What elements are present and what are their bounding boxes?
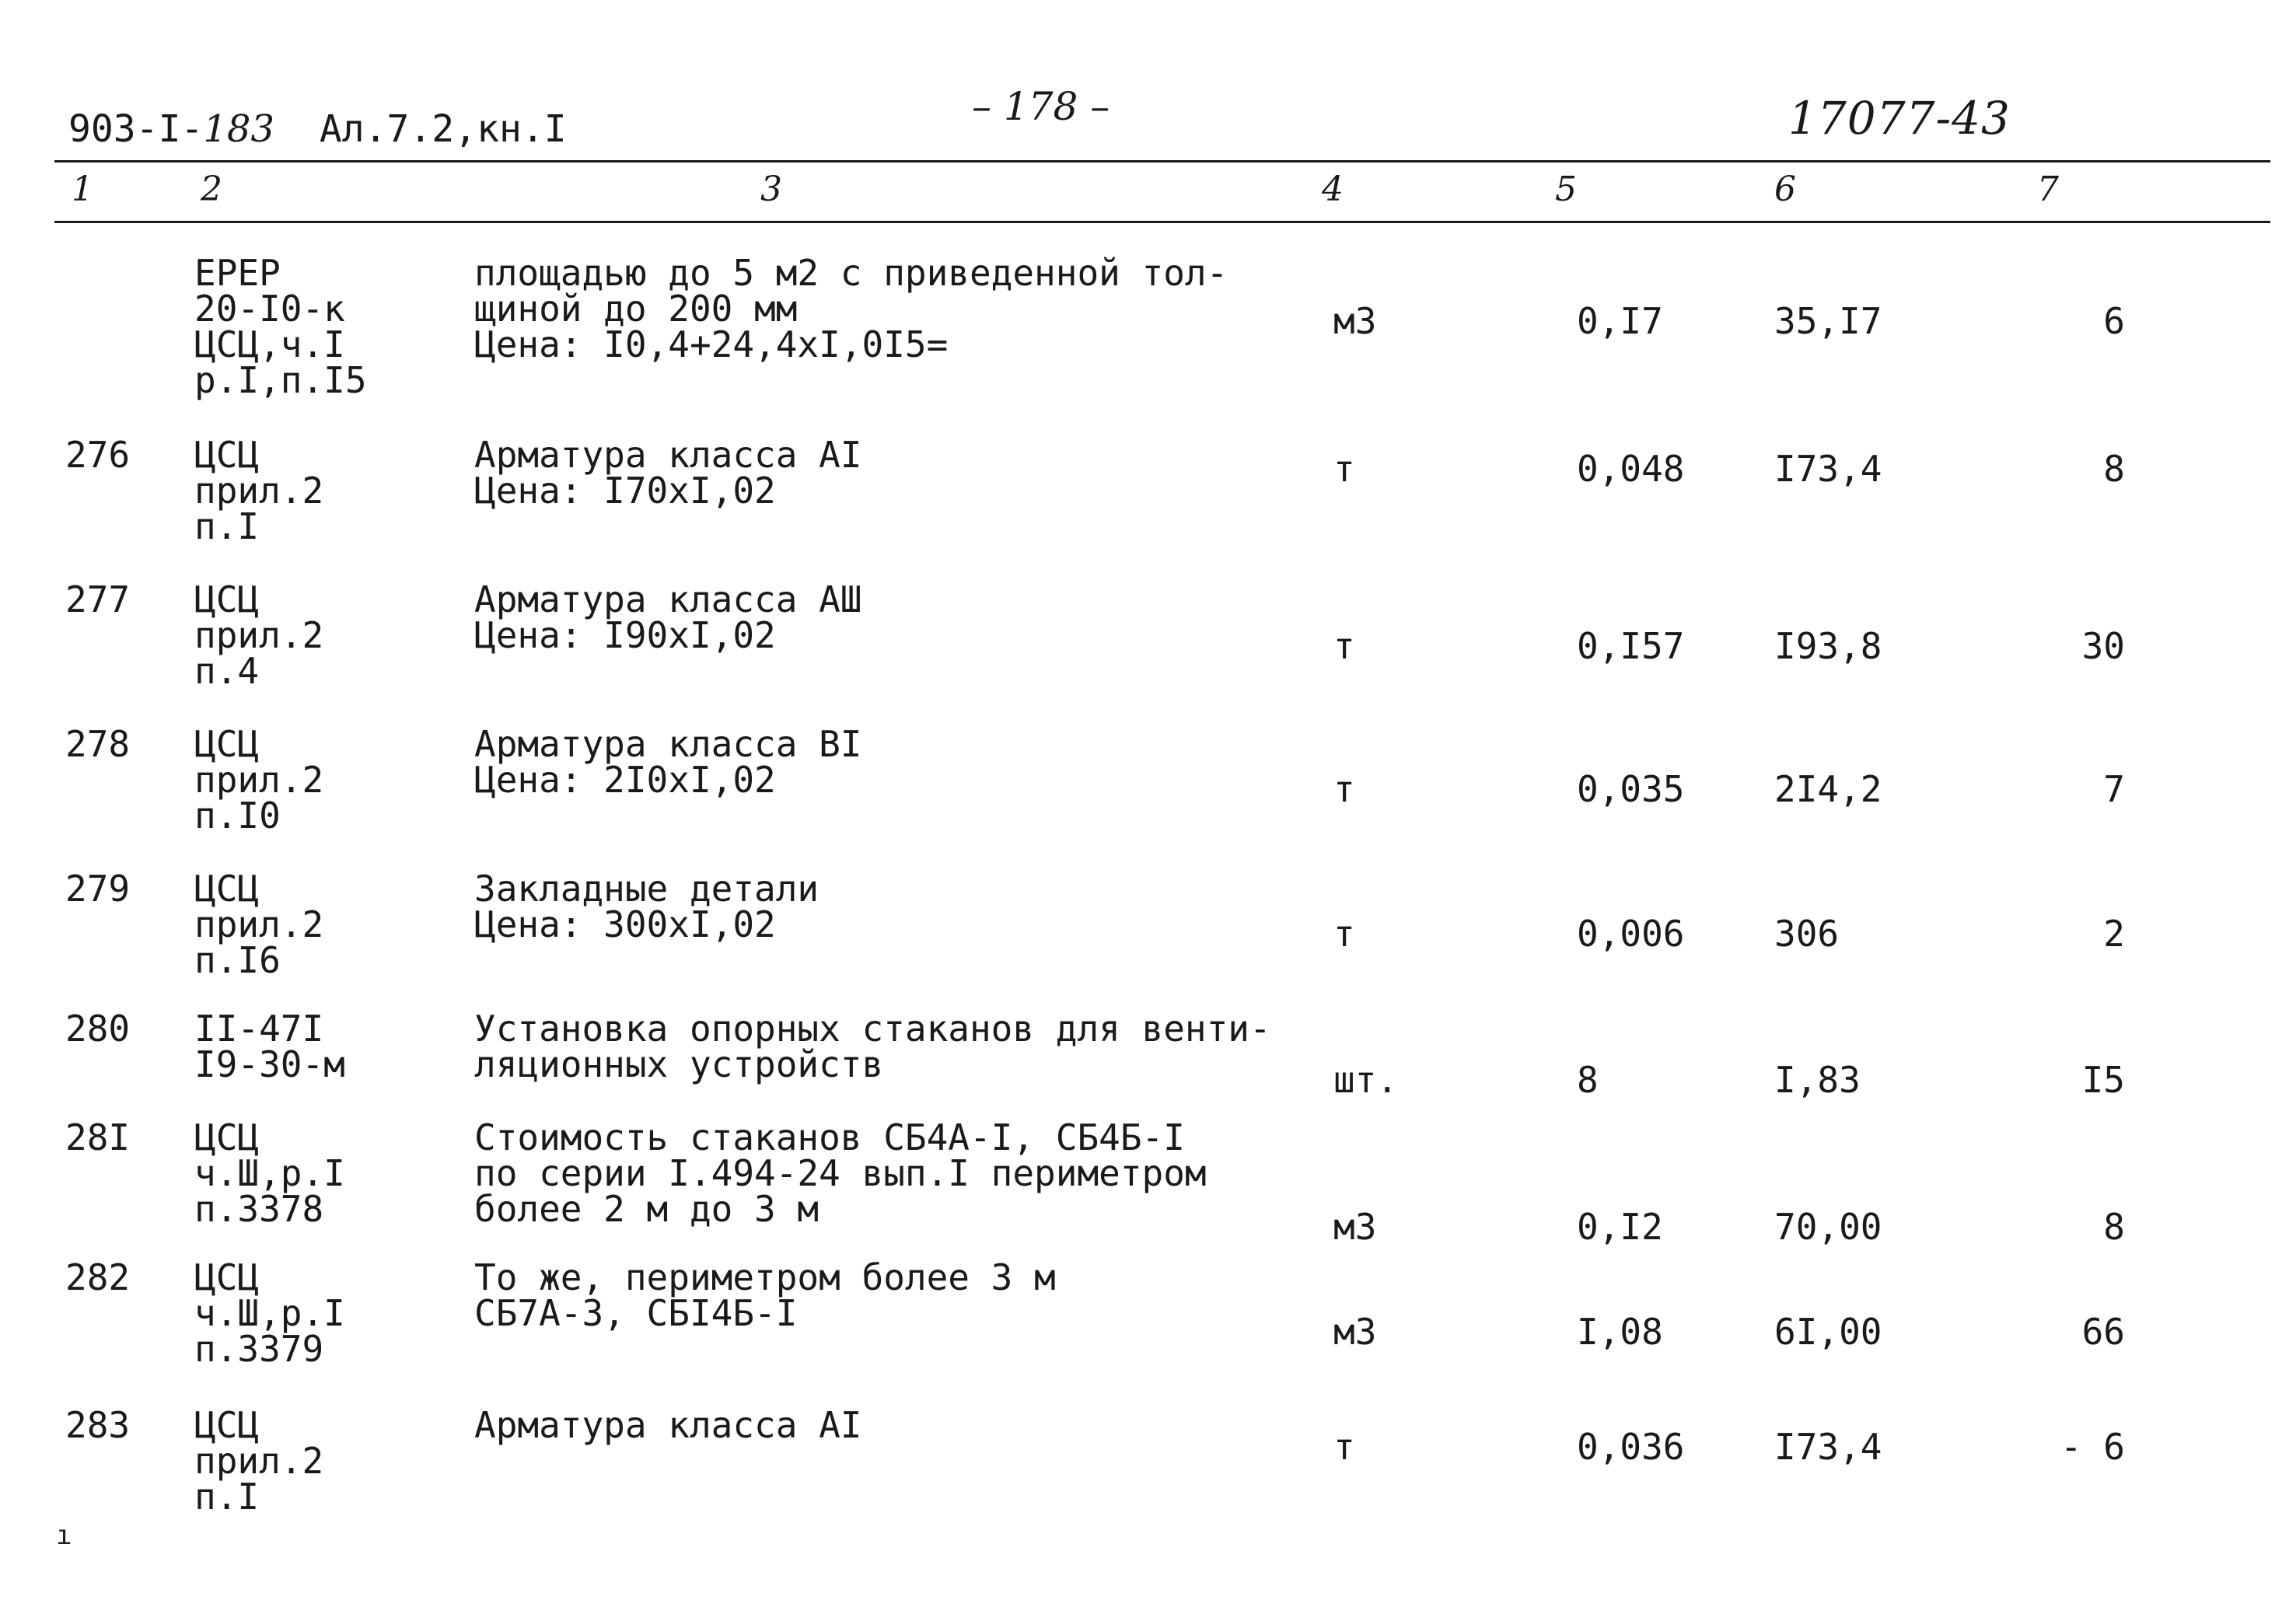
work-description-line: То же, периметром более 3 м: [474, 1256, 1056, 1298]
column-number: 7: [2037, 169, 2059, 209]
unit-price: 6I,00: [1774, 1311, 1882, 1353]
norm-code-line: ЦСЦ: [194, 868, 260, 910]
norm-code: [194, 252, 367, 401]
unit: т: [1333, 913, 1355, 955]
work-description-line: более 2 м до 3 м: [474, 1188, 820, 1230]
norm-code-line: п.I0: [194, 795, 281, 837]
norm-code-line: ч.Ш,р.I: [194, 1292, 345, 1334]
unit: т: [1333, 1426, 1355, 1468]
norm-code: [194, 434, 324, 547]
norm-code-line: прил.2: [194, 470, 324, 512]
quantity: 0,I2: [1577, 1206, 1663, 1248]
row-number: 28I: [65, 1116, 131, 1158]
total-cost: 66: [2081, 1311, 2125, 1353]
total-cost: I5: [2081, 1059, 2125, 1101]
page-number: – 178 –: [972, 84, 1110, 129]
unit: м3: [1333, 1206, 1377, 1248]
unit: м3: [1333, 1311, 1377, 1353]
work-description-line: Арматура класса AI: [474, 434, 862, 476]
work-description-line: Цена: 300хI,02: [474, 903, 776, 945]
quantity: 0,I57: [1577, 625, 1685, 667]
column-number: 1: [72, 169, 93, 209]
work-description-line: Арматура класса BI: [474, 723, 862, 765]
quantity: 0,048: [1577, 448, 1685, 490]
work-description: [474, 1256, 1056, 1334]
norm-code-line: ЦСЦ: [194, 1404, 260, 1446]
work-description-line: Арматура класса АШ: [474, 578, 862, 620]
norm-code-line: ч.Ш,р.I: [194, 1152, 345, 1194]
norm-code: [194, 1256, 345, 1370]
norm-code: [194, 578, 324, 692]
total-cost: - 6: [2060, 1426, 2125, 1468]
work-description-line: щиной до 200 мм: [474, 288, 798, 330]
row-number: 280: [65, 1008, 131, 1050]
document-code: 17077-43: [1788, 92, 2011, 145]
work-description: [474, 1008, 1271, 1085]
norm-code-line: ЦСЦ: [194, 723, 260, 765]
work-description-line: Цена: 2I0хI,02: [474, 759, 776, 801]
work-description-line: Установка опорных стаканов для венти-: [474, 1008, 1271, 1050]
album-reference: Ал.7.2,кн.I: [319, 107, 567, 151]
norm-code-line: ЦСЦ: [194, 1256, 260, 1298]
row-number: 276: [65, 434, 131, 476]
norm-code-line: 20-I0-к: [194, 288, 345, 330]
norm-code: [194, 1008, 345, 1085]
unit: шт.: [1333, 1059, 1399, 1101]
unit-price: I,83: [1774, 1059, 1861, 1101]
unit: т: [1333, 625, 1355, 667]
work-description: [474, 868, 820, 945]
norm-code-line: прил.2: [194, 903, 324, 945]
work-description-line: Цена: I70хI,02: [474, 470, 776, 512]
total-cost: 8: [2103, 448, 2125, 490]
quantity: 8: [1577, 1059, 1599, 1101]
work-description-line: ляционных устройств: [474, 1043, 884, 1085]
norm-code-line: ЦСЦ: [194, 1116, 260, 1158]
series-handwritten-number: 183: [203, 107, 275, 151]
work-description: [474, 1404, 862, 1446]
unit-price: 70,00: [1774, 1206, 1882, 1248]
work-description-line: площадью до 5 м2 с приведенной тол-: [474, 252, 1228, 294]
unit: м3: [1333, 300, 1377, 342]
norm-code-line: ЦСЦ: [194, 578, 260, 620]
work-description-line: Цена: I0,4+24,4хI,0I5=: [474, 323, 949, 365]
column-number: 2: [201, 169, 222, 209]
total-cost: 6: [2103, 300, 2125, 342]
series-prefix: 903-I-: [68, 107, 204, 151]
norm-code-line: п.I: [194, 505, 260, 547]
norm-code-line: р.I,п.I5: [194, 359, 367, 401]
row-number: 279: [65, 868, 131, 910]
work-description-line: СБ7А-3, СБI4Б-I: [474, 1292, 798, 1334]
quantity: 0,006: [1577, 913, 1685, 955]
unit: т: [1333, 448, 1355, 490]
quantity: 0,036: [1577, 1426, 1685, 1468]
work-description-line: Цена: I90хI,02: [474, 614, 776, 656]
norm-code: [194, 1404, 324, 1518]
table-header-rule: [54, 221, 2270, 223]
norm-code-line: п.3378: [194, 1188, 324, 1230]
column-number: 6: [1774, 169, 1796, 209]
series-code: [68, 107, 567, 151]
norm-code-line: I9-30-м: [194, 1043, 345, 1085]
work-description: [474, 434, 862, 512]
unit-price: 35,I7: [1774, 300, 1882, 342]
total-cost: 30: [2081, 625, 2125, 667]
unit-price: I73,4: [1774, 448, 1882, 490]
total-cost: 7: [2103, 768, 2125, 810]
unit-price: 2I4,2: [1774, 768, 1882, 810]
work-description-line: Арматура класса AI: [474, 1404, 862, 1446]
norm-code-line: прил.2: [194, 614, 324, 656]
norm-code-line: прил.2: [194, 759, 324, 801]
quantity: 0,I7: [1577, 300, 1663, 342]
quantity: I,08: [1577, 1311, 1663, 1353]
norm-code-line: п.4: [194, 650, 260, 692]
work-description-line: по серии I.494-24 вып.I периметром: [474, 1152, 1207, 1194]
margin-mark: ı: [56, 1520, 72, 1551]
unit-price: I73,4: [1774, 1426, 1882, 1468]
column-number: 4: [1322, 169, 1344, 209]
row-number: 283: [65, 1404, 131, 1446]
work-description: [474, 578, 862, 656]
norm-code-line: II-47I: [194, 1008, 324, 1050]
work-description: [474, 1116, 1207, 1230]
norm-code: [194, 723, 324, 837]
unit: т: [1333, 768, 1355, 810]
norm-code-line: ЕРЕР: [194, 252, 281, 294]
norm-code-line: ЦСЦ: [194, 434, 260, 476]
work-description: [474, 723, 862, 801]
table-top-rule: [54, 160, 2270, 162]
norm-code-line: ЦСЦ,ч.I: [194, 323, 345, 365]
norm-code-line: п.I6: [194, 939, 281, 981]
work-description-line: Закладные детали: [474, 868, 820, 910]
norm-code-line: п.I: [194, 1476, 260, 1518]
row-number: 277: [65, 578, 131, 620]
work-description: [474, 252, 1228, 365]
norm-code-line: прил.2: [194, 1440, 324, 1482]
column-number: 3: [760, 169, 782, 209]
column-number: 5: [1555, 169, 1577, 209]
work-description-line: Стоимость стаканов СБ4А-I, СБ4Б-I: [474, 1116, 1185, 1158]
unit-price: 306: [1774, 913, 1840, 955]
row-number: 282: [65, 1256, 131, 1298]
quantity: 0,035: [1577, 768, 1685, 810]
row-number: 278: [65, 723, 131, 765]
total-cost: 8: [2103, 1206, 2125, 1248]
norm-code-line: п.3379: [194, 1328, 324, 1370]
norm-code: [194, 868, 324, 981]
unit-price: I93,8: [1774, 625, 1882, 667]
norm-code: [194, 1116, 345, 1230]
total-cost: 2: [2103, 913, 2125, 955]
